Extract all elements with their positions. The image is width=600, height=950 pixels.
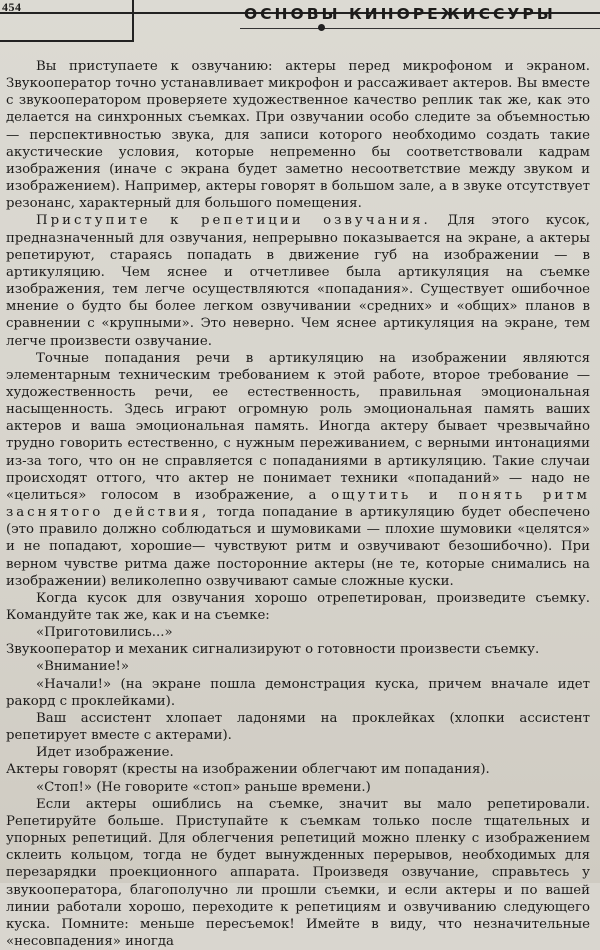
paragraph-text: Точные попадания речи в артикуляцию на изображении являются элементарным техническим требованием к этой работе, второе требование — художественность речи, ее естественность, правильная эмоциональная насыщенность. Здесь играют огромную роль эмоциональная память ваших актеров и ваша эмоциональная память. Иногда актеру бывает чрезвычайно трудно говорить естественно, с нужным переживанием, с верными интонациями из-за того, что он не справляется с попаданиями в артикуляцию. Такие случаи происходят оттого, что актер не понимает техники «попаданий» — надо не «целиться» голосом в изображение, а	[6, 350, 590, 503]
command-stop: «Стоп!» (Не говорите «стоп» раньше времени.)	[36, 779, 371, 795]
body-text	[6, 58, 590, 950]
paragraph-text: Для этого кусок, предназначенный для озвучания, непрерывно показывается на экране, а актеры репетируют, стараясь попадать в движение губ на изображении — в артикуляцию. Чем яснее и отчетливее была артикуляция на съемке изображения, тем легче осуществляются «попадания». Существует ошибочное мнение о будто бы более легком озвучивании «средних» и «общих» планов в сравнении с «крупными». Это неверно. Чем яснее артикуляция на экране, тем легче произвести озвучание.	[6, 213, 590, 349]
page-number: 454	[2, 0, 22, 14]
paragraph-rhythm	[6, 350, 590, 590]
paragraph-clap: Ваш ассистент хлопает ладонями на проклейках (хлопки ассистент репетирует вместе с актерами).	[6, 710, 590, 744]
paragraph-rehearsal	[6, 212, 590, 349]
running-title: ОСНОВЫ КИНОРЕЖИССУРЫ	[244, 5, 556, 23]
paragraph-commands-intro: Когда кусок для озвучания хорошо отрепетирован, произведите съемку. Командуйте так же, как и на съемке:	[6, 590, 590, 623]
command-ready: «Приготовились...»	[36, 625, 173, 641]
paragraph-dubbing-setup: Вы приступаете к озвучанию: актеры перед микрофоном и экраном. Звукооператор точно устанавливает микрофон и рассаживает актеров. Вы вместе с звукооператором проверяете художественное качество реплик так же, как это делается на синхронных съемках. При озвучании особо следите за объемностью — перспективностью звука, для записи которого необходимо создать такие акустические условия, которые непременно бы соответствовали кадрам изображения (иначе с экрана будет заметно несоответствие между звуком и изображением). Например, актеры говорят в большом зале, а в звуке отсутствует резонанс, характерный для большого помещения.	[6, 59, 590, 212]
paragraph-actors: Актеры говорят (кресты на изображении облегчают им попадания).	[6, 762, 490, 778]
page-header	[0, 0, 600, 40]
spaced-emphasis: ощутить и понять ритм заснятого действия,	[6, 487, 590, 521]
header-rule-right	[240, 28, 600, 29]
command-attention: «Внимание!»	[36, 659, 129, 675]
paragraph-signal: Звукооператор и механик сигнализируют о готовности произвести съемку.	[6, 642, 540, 658]
spaced-emphasis: Приступите к репетиции озвучания.	[36, 213, 431, 229]
paragraph-image: Идет изображение.	[36, 745, 174, 761]
header-vertical-rule	[132, 0, 134, 40]
paragraph-retakes: Если актеры ошиблись на съемке, значит вы мало репетировали. Репетируйте больше. Приступайте к съемкам только после тщательных и упорных репетиций. Для облегчения репетиций можно пленку с изображением склеить кольцом, тогда не будет вынужденных перерывов, необходимых для перезарядки проекционного аппарата. Произведя озвучание, справьтесь у звукооператора, благополучно ли прошли съемки, и если актеры и по вашей линии работали хорошо, переходите к репетициям и озвучиванию следующего куска. Помните: меньше пересъемок! Имейте в виду, что незначительные «несовпадения» иногда	[6, 796, 590, 949]
header-ornament-dot	[318, 24, 325, 31]
paragraph-text: тогда попадание в артикуляцию будет обеспечено (это правило должно соблюдаться и шумовиками — плохие шумовики «целятся» и не попадают, хорошие— чувствуют ритм и озвучивают безошибочно). При верном чувстве ритма даже посторонние актеры (не те, которые снимались на изображении) великолепно озвучивают самые сложные куски.	[6, 505, 590, 589]
header-rule-left	[0, 40, 134, 42]
command-start: «Начали!» (на экране пошла демонстрация куска, причем вначале идет ракорд с проклейками).	[6, 676, 590, 709]
